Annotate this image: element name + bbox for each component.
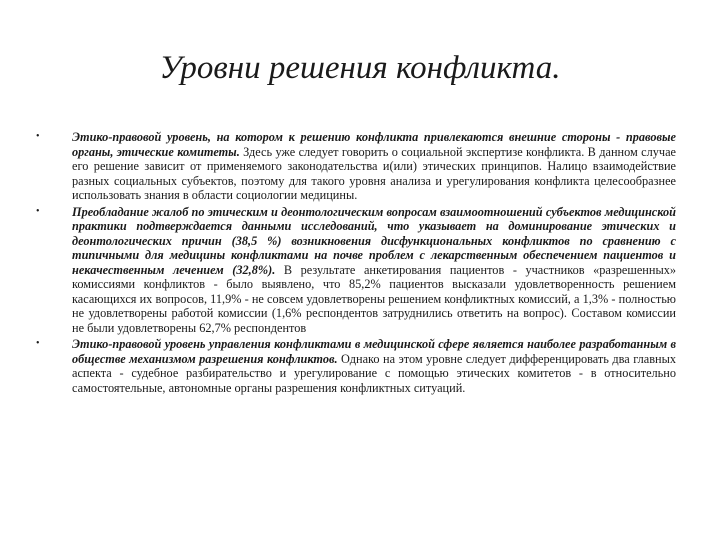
bullet-emphasis-text: Преобладание жалоб по этическим и деонтологическим вопросам взаимоотношений субъектов медицинской практики подтверждается данными исследований, что указывает на доминирование этических и деонтологических причин (38,5 %) возникновения дисфункциональных конфликтов по сравнению с типичными для медицины конфликтами на почве проблем с лекарственным обеспечением пациентов и некачественным лечением (32,8%). xyxy=(72,204,676,277)
bullet-item-3 xyxy=(36,337,676,395)
bullet-body-text: В результате анкетирования пациентов - участников «разрешенных» комиссиями конфликтов - было выявлено, что 85,2% пациентов высказали удовлетворенность решением касающихся их вопросов, 11,9% - не совсем удовлетворены решением конфликтных комиссий, а 1,3% - полностью не удовлетворены работой комиссии (1,6% респондентов затруднились ответить на вопрос). Составом комиссии не были удовлетворены 62,7% респондентов xyxy=(72,262,676,335)
bullet-item-2 xyxy=(36,205,676,336)
bullet-emphasis-text: Этико-правовой уровень управления конфликтами в медицинской сфере является наиболее разработанным в обществе механизмом разрешения конфликтов. xyxy=(72,337,676,366)
bullet-body-text: Однако на этом уровне следует дифференцировать два главных аспекта - судебное разбирательство и урегулирование с помощью этических комитетов - в относительно самостоятельные, автономные органы разрешения конфликтных ситуаций. xyxy=(72,351,676,395)
bullet-body-text: Здесь уже следует говорить о социальной экспертизе конфликта. В данном случае его решение зависит от применяемого законодательства и(или) этических принципов. Налицо взаимодействие разных социальных субъектов, поэтому для такого уровня анализа и урегулирования конфликта целесообразнее использовать знания в области социологии медицины. xyxy=(72,144,676,202)
bullet-icon: • xyxy=(36,131,40,142)
bullet-icon: • xyxy=(36,338,40,349)
bullet-icon: • xyxy=(36,205,40,217)
slide-title: Уровни решения конфликта. xyxy=(159,50,561,86)
bullet-item-1 xyxy=(36,130,676,203)
bullet-list xyxy=(36,130,676,395)
bullet-emphasis-text: Этико-правовой уровень, на котором к решению конфликта привлекаются внешние стороны - правовые органы, этические комитеты. xyxy=(72,130,676,159)
